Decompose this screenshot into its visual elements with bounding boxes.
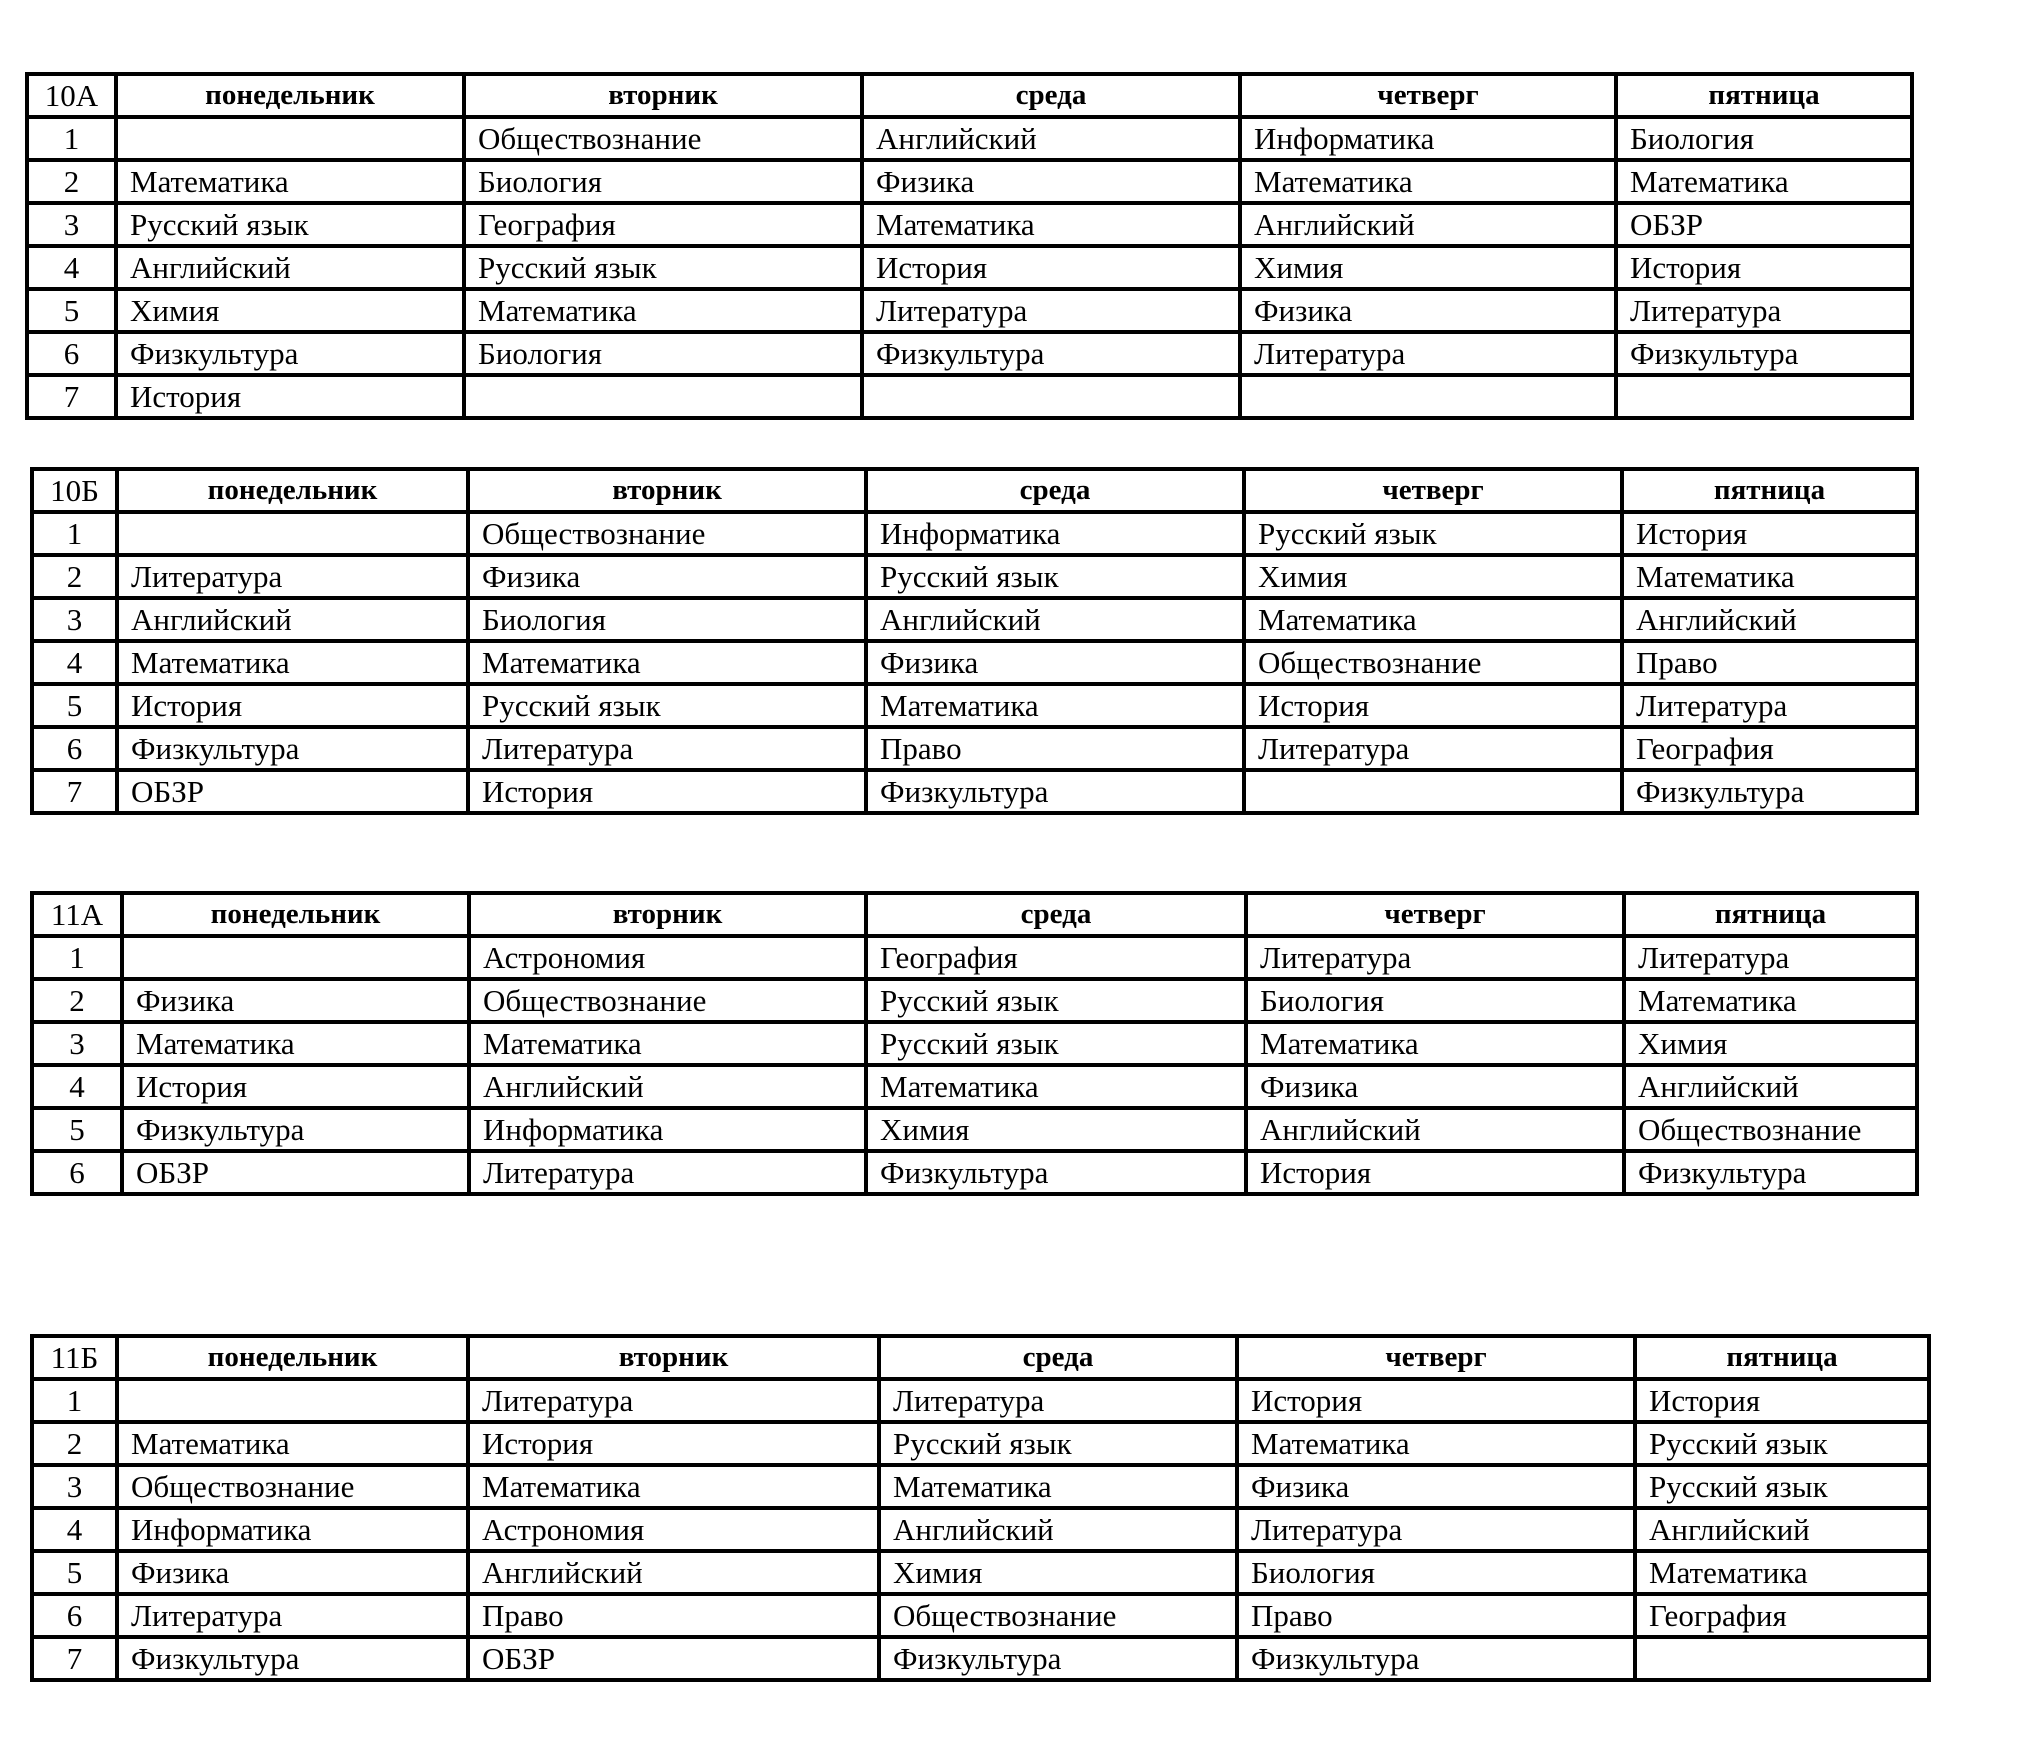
lesson-cell: Математика [1237, 1422, 1635, 1465]
lesson-number: 4 [32, 1508, 117, 1551]
lesson-cell: Математика [117, 641, 468, 684]
lesson-cell: История [122, 1065, 469, 1108]
lesson-cell [1635, 1637, 1929, 1680]
lesson-number: 7 [32, 770, 117, 813]
lesson-number: 5 [32, 1551, 117, 1594]
lesson-cell: Английский [1240, 203, 1616, 246]
lesson-cell: Математика [866, 1065, 1246, 1108]
lesson-number: 6 [32, 1151, 122, 1194]
lesson-number: 7 [27, 375, 116, 418]
lesson-cell: Литература [468, 727, 866, 770]
class-label: 11А [32, 893, 122, 936]
lesson-cell: Литература [879, 1379, 1237, 1422]
lesson-cell: Русский язык [1635, 1422, 1929, 1465]
day-header-wednesday: среда [879, 1336, 1237, 1379]
lesson-number: 1 [32, 512, 117, 555]
lesson-row [32, 727, 1917, 770]
lesson-cell: Биология [468, 598, 866, 641]
lesson-cell: Математика [1616, 160, 1912, 203]
lesson-cell: Английский [866, 598, 1244, 641]
lesson-cell: Обществознание [117, 1465, 468, 1508]
lesson-number: 6 [27, 332, 116, 375]
day-header-friday: пятница [1624, 893, 1917, 936]
lesson-cell: Литература [1237, 1508, 1635, 1551]
header-row [32, 469, 1917, 512]
lesson-cell: Физкультура [116, 332, 464, 375]
lesson-row [32, 1422, 1929, 1465]
lesson-cell: Химия [1240, 246, 1616, 289]
lesson-cell: Информатика [866, 512, 1244, 555]
lesson-row [27, 289, 1912, 332]
lesson-cell: История [468, 1422, 879, 1465]
lesson-cell: Обществознание [1244, 641, 1622, 684]
lesson-row [32, 1551, 1929, 1594]
lesson-row [32, 1022, 1917, 1065]
lesson-cell [122, 936, 469, 979]
day-header-monday: понедельник [117, 469, 468, 512]
lesson-cell: Астрономия [469, 936, 866, 979]
lesson-cell: Право [1622, 641, 1917, 684]
lesson-cell [1244, 770, 1622, 813]
lesson-row [32, 1379, 1929, 1422]
lesson-cell: Обществознание [469, 979, 866, 1022]
lesson-cell: Физкультура [862, 332, 1240, 375]
lesson-cell: Информатика [469, 1108, 866, 1151]
lesson-cell: Математика [1240, 160, 1616, 203]
lesson-cell: Физика [1246, 1065, 1624, 1108]
lesson-cell: Физика [862, 160, 1240, 203]
lesson-row [32, 512, 1917, 555]
lesson-cell [464, 375, 862, 418]
day-header-tuesday: вторник [468, 469, 866, 512]
lesson-cell: Литература [117, 555, 468, 598]
lesson-cell: Физика [122, 979, 469, 1022]
lesson-cell: Английский [862, 117, 1240, 160]
lesson-number: 3 [32, 1022, 122, 1065]
lesson-cell: ОБЗР [1616, 203, 1912, 246]
lesson-row [32, 979, 1917, 1022]
lesson-number: 4 [27, 246, 116, 289]
class-label: 11Б [32, 1336, 117, 1379]
lesson-cell: Математика [122, 1022, 469, 1065]
lesson-cell: Информатика [1240, 117, 1616, 160]
lesson-cell: Физкультура [1616, 332, 1912, 375]
lesson-number: 3 [32, 1465, 117, 1508]
lesson-cell: ОБЗР [122, 1151, 469, 1194]
day-header-thursday: четверг [1244, 469, 1622, 512]
lesson-cell: История [1616, 246, 1912, 289]
lesson-cell: Русский язык [866, 555, 1244, 598]
lesson-cell: Математика [1246, 1022, 1624, 1065]
day-header-wednesday: среда [862, 74, 1240, 117]
lesson-row [32, 1465, 1929, 1508]
lesson-cell: Английский [1622, 598, 1917, 641]
lesson-number: 4 [32, 641, 117, 684]
lesson-cell: Математика [464, 289, 862, 332]
lesson-cell: Химия [1624, 1022, 1917, 1065]
lesson-row [32, 1594, 1929, 1637]
lesson-cell: Литература [1240, 332, 1616, 375]
lesson-cell: Математика [1635, 1551, 1929, 1594]
lesson-row [32, 1508, 1929, 1551]
lesson-row [27, 332, 1912, 375]
lesson-cell [117, 1379, 468, 1422]
lesson-cell: Математика [1622, 555, 1917, 598]
lesson-cell: Литература [469, 1151, 866, 1194]
lesson-cell: Математика [866, 684, 1244, 727]
lesson-cell [116, 117, 464, 160]
lesson-cell: Физкультура [879, 1637, 1237, 1680]
lesson-cell: Литература [117, 1594, 468, 1637]
lesson-number: 2 [32, 979, 122, 1022]
lesson-cell: Математика [1244, 598, 1622, 641]
lesson-cell: Обществознание [1624, 1108, 1917, 1151]
lesson-cell: Математика [469, 1022, 866, 1065]
day-header-friday: пятница [1616, 74, 1912, 117]
lesson-cell: Русский язык [1244, 512, 1622, 555]
lesson-cell: Русский язык [468, 684, 866, 727]
lesson-row [32, 555, 1917, 598]
lesson-row [32, 770, 1917, 813]
lesson-cell: Физика [866, 641, 1244, 684]
lesson-cell: Физика [1240, 289, 1616, 332]
lesson-cell: Физкультура [1624, 1151, 1917, 1194]
lesson-number: 1 [32, 1379, 117, 1422]
lesson-cell: Обществознание [464, 117, 862, 160]
lesson-row [27, 160, 1912, 203]
lesson-cell: Английский [1246, 1108, 1624, 1151]
lesson-cell: Биология [1616, 117, 1912, 160]
lesson-cell: ОБЗР [117, 770, 468, 813]
lesson-number: 2 [27, 160, 116, 203]
lesson-row [32, 1151, 1917, 1194]
lesson-number: 3 [27, 203, 116, 246]
lesson-number: 5 [32, 684, 117, 727]
lesson-cell: ОБЗР [468, 1637, 879, 1680]
lesson-cell: Биология [464, 332, 862, 375]
day-header-friday: пятница [1635, 1336, 1929, 1379]
lesson-row [27, 117, 1912, 160]
lesson-number: 3 [32, 598, 117, 641]
lesson-cell: Химия [879, 1551, 1237, 1594]
lesson-cell: История [862, 246, 1240, 289]
day-header-monday: понедельник [122, 893, 469, 936]
lesson-cell: Физкультура [1622, 770, 1917, 813]
lesson-cell: История [116, 375, 464, 418]
lesson-row [27, 246, 1912, 289]
lesson-number: 4 [32, 1065, 122, 1108]
schedule-table-11a [30, 891, 1919, 1196]
lesson-cell: Химия [1244, 555, 1622, 598]
lesson-cell: Математика [1624, 979, 1917, 1022]
lesson-cell: Математика [468, 641, 866, 684]
lesson-cell: История [1635, 1379, 1929, 1422]
day-header-wednesday: среда [866, 893, 1246, 936]
lesson-cell: Литература [1616, 289, 1912, 332]
lesson-number: 6 [32, 1594, 117, 1637]
lesson-row [32, 1065, 1917, 1108]
day-header-thursday: четверг [1240, 74, 1616, 117]
lesson-cell: Физика [1237, 1465, 1635, 1508]
lesson-cell: Литература [862, 289, 1240, 332]
lesson-cell: Английский [116, 246, 464, 289]
lesson-row [32, 598, 1917, 641]
lesson-number: 5 [32, 1108, 122, 1151]
lesson-cell: Литература [1246, 936, 1624, 979]
lesson-cell: Русский язык [464, 246, 862, 289]
lesson-cell: Физика [117, 1551, 468, 1594]
lesson-cell [1240, 375, 1616, 418]
lesson-cell: История [1244, 684, 1622, 727]
lesson-cell: История [1622, 512, 1917, 555]
lesson-cell: Английский [468, 1551, 879, 1594]
day-header-tuesday: вторник [464, 74, 862, 117]
lesson-number: 5 [27, 289, 116, 332]
day-header-thursday: четверг [1237, 1336, 1635, 1379]
day-header-friday: пятница [1622, 469, 1917, 512]
lesson-cell: Физика [468, 555, 866, 598]
lesson-cell [117, 512, 468, 555]
lesson-cell: Обществознание [468, 512, 866, 555]
lesson-cell: Биология [1246, 979, 1624, 1022]
lesson-cell: Литература [468, 1379, 879, 1422]
lesson-cell: Биология [1237, 1551, 1635, 1594]
lesson-cell: Литература [1624, 936, 1917, 979]
lesson-row [27, 203, 1912, 246]
lesson-cell: История [1246, 1151, 1624, 1194]
lesson-cell: Право [866, 727, 1244, 770]
lesson-number: 1 [32, 936, 122, 979]
lesson-cell: Химия [116, 289, 464, 332]
lesson-cell: Русский язык [116, 203, 464, 246]
lesson-number: 2 [32, 555, 117, 598]
lesson-cell [862, 375, 1240, 418]
lesson-cell: Русский язык [1635, 1465, 1929, 1508]
lesson-cell: Физкультура [117, 1637, 468, 1680]
lesson-cell: Литература [1244, 727, 1622, 770]
day-header-tuesday: вторник [468, 1336, 879, 1379]
lesson-row [27, 375, 1912, 418]
lesson-number: 1 [27, 117, 116, 160]
lesson-cell: Английский [117, 598, 468, 641]
lesson-cell: География [866, 936, 1246, 979]
lesson-cell: Физкультура [866, 1151, 1246, 1194]
lesson-cell: Русский язык [866, 979, 1246, 1022]
schedule-table-11b [30, 1334, 1931, 1682]
lesson-cell: Литература [1622, 684, 1917, 727]
lesson-cell: Математика [468, 1465, 879, 1508]
lesson-cell: История [1237, 1379, 1635, 1422]
lesson-number: 7 [32, 1637, 117, 1680]
header-row [32, 1336, 1929, 1379]
lesson-cell: Информатика [117, 1508, 468, 1551]
lesson-row [32, 641, 1917, 684]
lesson-row [32, 936, 1917, 979]
lesson-cell: История [117, 684, 468, 727]
day-header-wednesday: среда [866, 469, 1244, 512]
lesson-cell: Химия [866, 1108, 1246, 1151]
lesson-cell: Физкультура [866, 770, 1244, 813]
lesson-cell: Обществознание [879, 1594, 1237, 1637]
lesson-row [32, 1637, 1929, 1680]
header-row [27, 74, 1912, 117]
schedule-table-10b [30, 467, 1919, 815]
day-header-thursday: четверг [1246, 893, 1624, 936]
lesson-cell: Английский [879, 1508, 1237, 1551]
day-header-monday: понедельник [117, 1336, 468, 1379]
lesson-cell: Русский язык [866, 1022, 1246, 1065]
schedule-table-10a [25, 72, 1914, 420]
lesson-cell: Астрономия [468, 1508, 879, 1551]
lesson-number: 2 [32, 1422, 117, 1465]
lesson-cell: Английский [1624, 1065, 1917, 1108]
lesson-cell: Английский [469, 1065, 866, 1108]
lesson-cell: География [1622, 727, 1917, 770]
lesson-row [32, 684, 1917, 727]
lesson-cell: История [468, 770, 866, 813]
lesson-number: 6 [32, 727, 117, 770]
lesson-cell: Английский [1635, 1508, 1929, 1551]
lesson-cell: География [464, 203, 862, 246]
lesson-cell: Математика [862, 203, 1240, 246]
lesson-cell: Право [468, 1594, 879, 1637]
lesson-row [32, 1108, 1917, 1151]
lesson-cell: Физкультура [1237, 1637, 1635, 1680]
lesson-cell: Биология [464, 160, 862, 203]
header-row [32, 893, 1917, 936]
class-label: 10А [27, 74, 116, 117]
lesson-cell: Математика [117, 1422, 468, 1465]
lesson-cell: География [1635, 1594, 1929, 1637]
day-header-tuesday: вторник [469, 893, 866, 936]
day-header-monday: понедельник [116, 74, 464, 117]
lesson-cell: Математика [116, 160, 464, 203]
lesson-cell: Математика [879, 1465, 1237, 1508]
lesson-cell: Физкультура [117, 727, 468, 770]
lesson-cell: Право [1237, 1594, 1635, 1637]
lesson-cell: Физкультура [122, 1108, 469, 1151]
lesson-cell: Русский язык [879, 1422, 1237, 1465]
lesson-cell [1616, 375, 1912, 418]
class-label: 10Б [32, 469, 117, 512]
